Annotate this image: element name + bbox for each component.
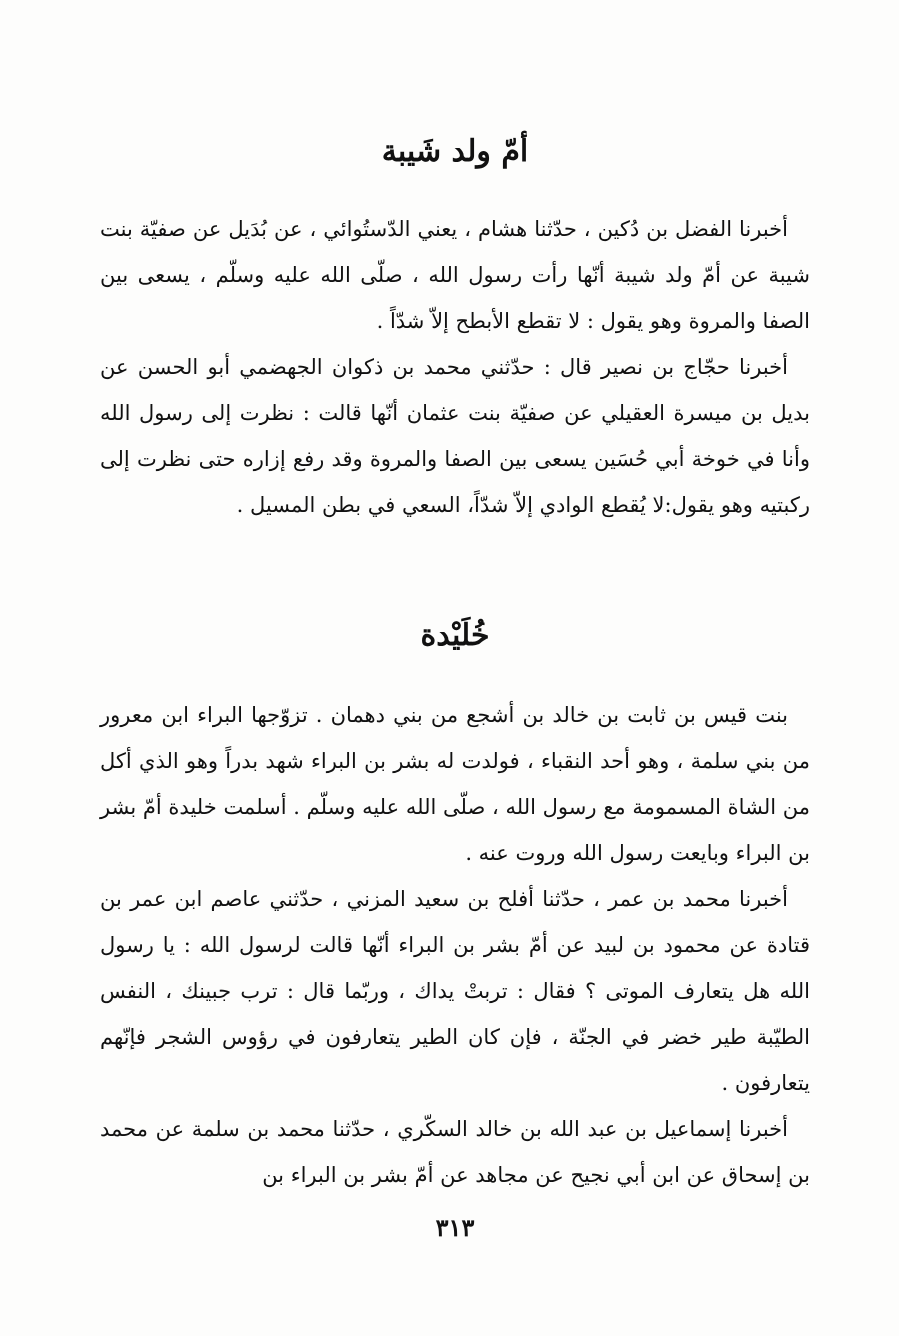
paragraph: أخبرنا الفضل بن دُكين ، حدّثنا هشام ، يعني الدّستُوائي ، عن بُدَيل عن صفيّة بنت شيبة عن أمّ ولد شيبة أنّها رأت رسول الله ، صلّى الله عليه وسلّم ، يسعى بين الصفا والمروة وهو يقول : لا تقطع الأبطح إلاّ شدّاً . [100, 217, 810, 333]
section-body-umm-walad-shayba [100, 206, 810, 528]
paragraph: أخبرنا حجّاج بن نصير قال : حدّثني محمد بن ذكوان الجهضمي أبو الحسن عن بديل بن ميسرة العقيلي عن صفيّة بنت عثمان أنّها قالت : نظرت إلى رسول الله وأنا في خوخة أبي حُسَين يسعى بين الصفا والمروة وقد رفع إزاره حتى نظرت إلى ركبتيه وهو يقول:لا يُقطع الوادي إلاّ شدّاً، السعي في بطن المسيل . [100, 355, 810, 517]
section-title-khulayda: خُلَيْدة [420, 618, 490, 653]
paragraph: أخبرنا محمد بن عمر ، حدّثنا أفلح بن سعيد المزني ، حدّثني عاصم ابن عمر بن قتادة عن محمود بن لبيد عن أمّ بشر بن البراء أنّها قالت لرسول الله : يا رسول الله هل يتعارف الموتى ؟ فقال : تربتْ يداك ، وربّما قال : ترب جبينك ، النفس الطيّبة طير خضر في الجنّة ، فإن كان الطير يتعارفون في رؤوس الشجر فإنّهم يتعارفون . [100, 887, 810, 1095]
section-body-khulayda [100, 692, 810, 1198]
section-title-umm-walad-shayba: أمّ ولد شَيبة [381, 134, 529, 169]
page-number: ٣١٣ [435, 1213, 475, 1242]
paragraph: أخبرنا إسماعيل بن عبد الله بن خالد السكّري ، حدّثنا محمد بن سلمة عن محمد بن إسحاق عن ابن أبي نجيح عن مجاهد عن أمّ بشر بن البراء بن [100, 1117, 810, 1187]
paragraph: بنت قيس بن ثابت بن خالد بن أشجع من بني دهمان . تزوّجها البراء ابن معرور من بني سلمة ، وهو أحد النقباء ، فولدت له بشر بن البراء شهد بدراً وهو الذي أكل من الشاة المسمومة مع رسول الله ، صلّى الله عليه وسلّم . أسلمت خليدة أمّ بشر بن البراء وبايعت رسول الله وروت عنه . [100, 703, 810, 865]
